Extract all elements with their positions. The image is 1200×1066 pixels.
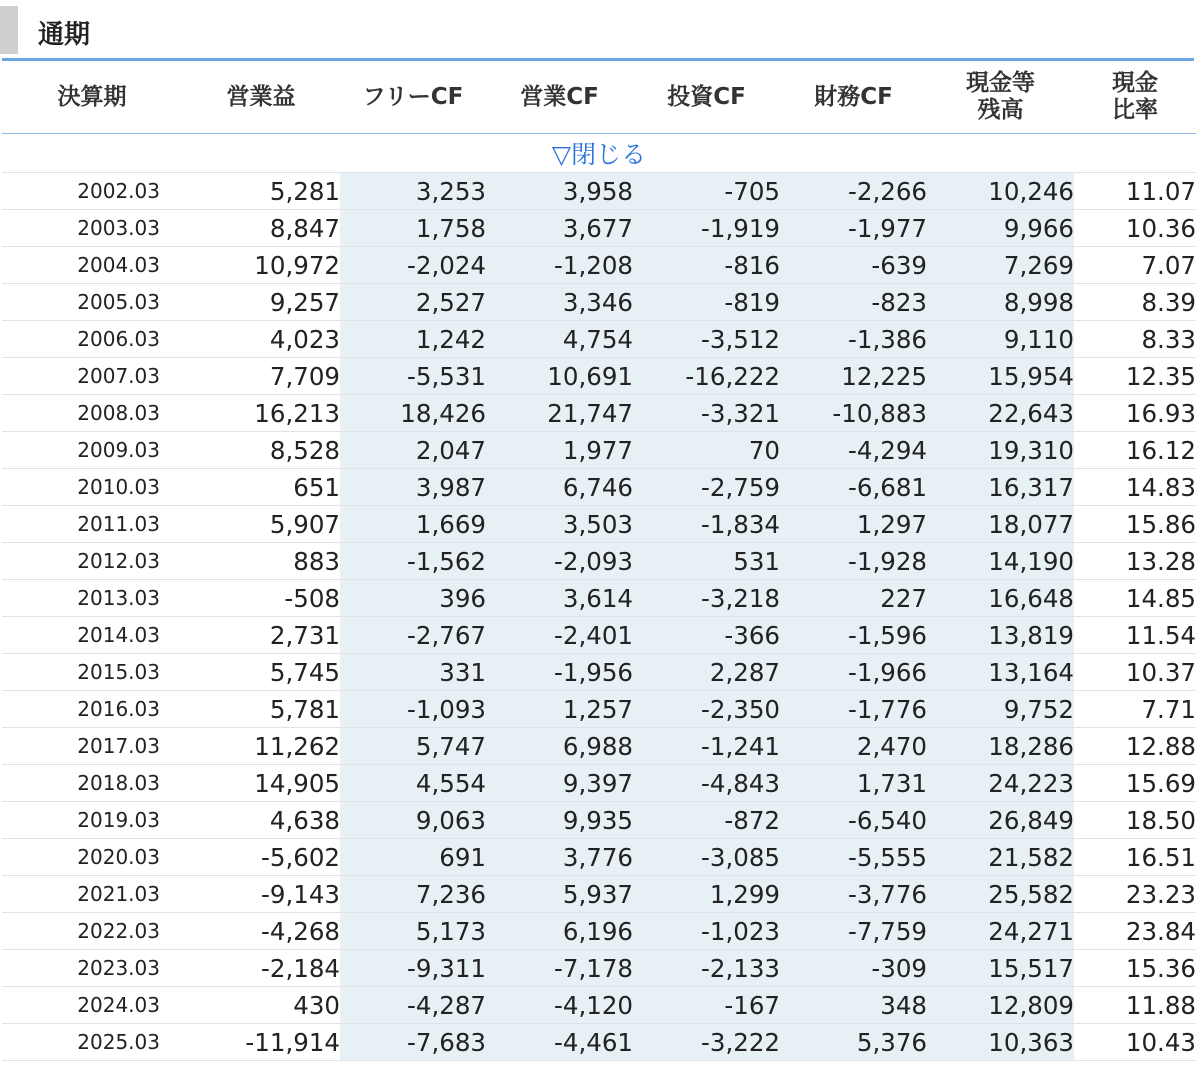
cell-free-cf: -1,562 [340, 543, 486, 580]
table-row [2, 469, 1196, 506]
cell-financing-cf: -10,883 [780, 395, 927, 432]
cell-investing-cf: -4,843 [633, 765, 780, 802]
cell-investing-cf: -819 [633, 284, 780, 321]
cell-operating-cf: -4,461 [486, 1024, 633, 1061]
cell-cash-ratio: 10.37 [1074, 654, 1196, 691]
cell-period: 2019.03 [2, 802, 182, 839]
cell-free-cf: 2,047 [340, 432, 486, 469]
col-header-free-cf: フリーCF [340, 61, 486, 134]
col-header-financing-cf: 財務CF [780, 61, 927, 134]
cell-operating-cf: 3,776 [486, 839, 633, 876]
cell-cash-ratio: 16.12 [1074, 432, 1196, 469]
cell-operating-profit: 651 [182, 469, 340, 506]
cell-financing-cf: 348 [780, 987, 927, 1024]
section-header [0, 0, 1200, 58]
cell-period: 2003.03 [2, 210, 182, 247]
cell-cash-ratio: 8.39 [1074, 284, 1196, 321]
cell-cash-ratio: 23.23 [1074, 876, 1196, 913]
cell-cash-balance: 13,819 [927, 617, 1074, 654]
cell-cash-ratio: 7.07 [1074, 247, 1196, 284]
cell-free-cf: 5,747 [340, 728, 486, 765]
cell-financing-cf: -1,928 [780, 543, 927, 580]
cell-operating-cf: 4,754 [486, 321, 633, 358]
cell-operating-profit: -508 [182, 580, 340, 617]
cell-financing-cf: -2,266 [780, 173, 927, 210]
table-row [2, 395, 1196, 432]
cell-free-cf: 396 [340, 580, 486, 617]
cashflow-table [2, 61, 1196, 1061]
table-row [2, 987, 1196, 1024]
cell-cash-balance: 21,582 [927, 839, 1074, 876]
table-row [2, 1024, 1196, 1061]
col-header-investing-cf: 投資CF [633, 61, 780, 134]
cell-free-cf: 1,669 [340, 506, 486, 543]
table-row [2, 728, 1196, 765]
cell-free-cf: 1,758 [340, 210, 486, 247]
cell-operating-profit: 14,905 [182, 765, 340, 802]
table-row [2, 506, 1196, 543]
cell-operating-profit: -4,268 [182, 913, 340, 950]
table-row [2, 432, 1196, 469]
cell-free-cf: 3,987 [340, 469, 486, 506]
cell-operating-cf: 3,958 [486, 173, 633, 210]
cell-cash-balance: 12,809 [927, 987, 1074, 1024]
cell-investing-cf: -366 [633, 617, 780, 654]
cell-cash-balance: 19,310 [927, 432, 1074, 469]
cell-financing-cf: -6,540 [780, 802, 927, 839]
cell-operating-cf: 3,677 [486, 210, 633, 247]
cell-cash-balance: 18,286 [927, 728, 1074, 765]
cell-free-cf: 5,173 [340, 913, 486, 950]
table-row [2, 173, 1196, 210]
cell-investing-cf: -3,085 [633, 839, 780, 876]
cell-cash-balance: 24,271 [927, 913, 1074, 950]
cell-cash-balance: 22,643 [927, 395, 1074, 432]
col-header-operating-profit: 営業益 [182, 61, 340, 134]
cell-cash-ratio: 18.50 [1074, 802, 1196, 839]
cell-investing-cf: -1,241 [633, 728, 780, 765]
cell-operating-profit: -5,602 [182, 839, 340, 876]
cell-free-cf: 3,253 [340, 173, 486, 210]
col-header-cash-balance: 現金等 残高 [927, 61, 1074, 134]
cell-cash-balance: 26,849 [927, 802, 1074, 839]
cell-operating-profit: 5,907 [182, 506, 340, 543]
cell-cash-balance: 16,317 [927, 469, 1074, 506]
cell-cash-balance: 7,269 [927, 247, 1074, 284]
cell-cash-balance: 18,077 [927, 506, 1074, 543]
cell-operating-profit: -2,184 [182, 950, 340, 987]
cell-operating-profit: 8,847 [182, 210, 340, 247]
cell-operating-cf: 3,346 [486, 284, 633, 321]
cell-free-cf: -4,287 [340, 987, 486, 1024]
cell-cash-balance: 10,363 [927, 1024, 1074, 1061]
cell-investing-cf: -167 [633, 987, 780, 1024]
cell-cash-ratio: 13.28 [1074, 543, 1196, 580]
cell-free-cf: -2,024 [340, 247, 486, 284]
cell-operating-cf: 21,747 [486, 395, 633, 432]
cell-investing-cf: -705 [633, 173, 780, 210]
cell-cash-balance: 9,110 [927, 321, 1074, 358]
cell-investing-cf: 2,287 [633, 654, 780, 691]
cell-operating-cf: 9,935 [486, 802, 633, 839]
cell-operating-cf: -2,401 [486, 617, 633, 654]
cell-free-cf: 1,242 [340, 321, 486, 358]
cell-investing-cf: -3,321 [633, 395, 780, 432]
cell-period: 2013.03 [2, 580, 182, 617]
cell-cash-ratio: 11.88 [1074, 987, 1196, 1024]
cell-operating-profit: 9,257 [182, 284, 340, 321]
cell-operating-cf: -1,208 [486, 247, 633, 284]
cell-free-cf: -7,683 [340, 1024, 486, 1061]
cell-period: 2018.03 [2, 765, 182, 802]
cell-cash-balance: 9,966 [927, 210, 1074, 247]
cell-cash-balance: 15,954 [927, 358, 1074, 395]
collapse-toggle-link[interactable]: ▽閉じる [551, 140, 647, 169]
cell-period: 2017.03 [2, 728, 182, 765]
cell-financing-cf: 5,376 [780, 1024, 927, 1061]
col-header-period: 決算期 [2, 61, 182, 134]
cell-operating-profit: 430 [182, 987, 340, 1024]
cell-operating-profit: 4,638 [182, 802, 340, 839]
cell-free-cf: -1,093 [340, 691, 486, 728]
cell-investing-cf: -1,834 [633, 506, 780, 543]
cell-financing-cf: 1,297 [780, 506, 927, 543]
cell-operating-profit: 883 [182, 543, 340, 580]
section-marker [0, 6, 18, 54]
cell-investing-cf: -872 [633, 802, 780, 839]
cell-operating-cf: 10,691 [486, 358, 633, 395]
col-header-operating-cf: 営業CF [486, 61, 633, 134]
cell-investing-cf: -1,023 [633, 913, 780, 950]
table-row [2, 950, 1196, 987]
cell-cash-balance: 16,648 [927, 580, 1074, 617]
cell-cash-balance: 24,223 [927, 765, 1074, 802]
table-row [2, 580, 1196, 617]
cell-financing-cf: -1,596 [780, 617, 927, 654]
table-row [2, 876, 1196, 913]
cell-financing-cf: -639 [780, 247, 927, 284]
cell-operating-profit: -11,914 [182, 1024, 340, 1061]
cell-financing-cf: -1,776 [780, 691, 927, 728]
cell-period: 2006.03 [2, 321, 182, 358]
cell-free-cf: 691 [340, 839, 486, 876]
cell-cash-ratio: 10.43 [1074, 1024, 1196, 1061]
cell-financing-cf: -5,555 [780, 839, 927, 876]
cell-cash-ratio: 14.83 [1074, 469, 1196, 506]
cell-free-cf: 2,527 [340, 284, 486, 321]
cell-period: 2020.03 [2, 839, 182, 876]
cell-investing-cf: -2,350 [633, 691, 780, 728]
cell-period: 2022.03 [2, 913, 182, 950]
table-row [2, 802, 1196, 839]
cell-period: 2005.03 [2, 284, 182, 321]
cell-operating-profit: 16,213 [182, 395, 340, 432]
cell-operating-cf: 9,397 [486, 765, 633, 802]
cell-period: 2002.03 [2, 173, 182, 210]
cell-operating-profit: 7,709 [182, 358, 340, 395]
cell-operating-profit: 2,731 [182, 617, 340, 654]
cell-operating-profit: 11,262 [182, 728, 340, 765]
cell-cash-balance: 9,752 [927, 691, 1074, 728]
cell-operating-profit: 5,281 [182, 173, 340, 210]
cell-financing-cf: -6,681 [780, 469, 927, 506]
cell-period: 2016.03 [2, 691, 182, 728]
table-row [2, 210, 1196, 247]
cell-investing-cf: -2,759 [633, 469, 780, 506]
cell-cash-balance: 25,582 [927, 876, 1074, 913]
cell-operating-cf: -2,093 [486, 543, 633, 580]
cell-operating-cf: 1,977 [486, 432, 633, 469]
table-row [2, 321, 1196, 358]
cell-period: 2024.03 [2, 987, 182, 1024]
cell-period: 2008.03 [2, 395, 182, 432]
cell-cash-balance: 15,517 [927, 950, 1074, 987]
cell-cash-balance: 13,164 [927, 654, 1074, 691]
table-row [2, 543, 1196, 580]
cell-investing-cf: -1,919 [633, 210, 780, 247]
cell-free-cf: 7,236 [340, 876, 486, 913]
cell-free-cf: 9,063 [340, 802, 486, 839]
cell-period: 2014.03 [2, 617, 182, 654]
cell-financing-cf: 2,470 [780, 728, 927, 765]
cell-operating-profit: 10,972 [182, 247, 340, 284]
cell-period: 2023.03 [2, 950, 182, 987]
cell-investing-cf: -3,222 [633, 1024, 780, 1061]
cell-investing-cf: -16,222 [633, 358, 780, 395]
table-row [2, 358, 1196, 395]
cell-free-cf: 18,426 [340, 395, 486, 432]
cell-cash-ratio: 11.07 [1074, 173, 1196, 210]
cell-operating-cf: -4,120 [486, 987, 633, 1024]
cell-period: 2011.03 [2, 506, 182, 543]
table-row [2, 247, 1196, 284]
cell-operating-profit: -9,143 [182, 876, 340, 913]
cell-cash-ratio: 15.86 [1074, 506, 1196, 543]
cell-cash-ratio: 15.69 [1074, 765, 1196, 802]
cell-operating-cf: 3,503 [486, 506, 633, 543]
table-header-row [2, 61, 1196, 134]
cell-cash-ratio: 15.36 [1074, 950, 1196, 987]
table-row [2, 913, 1196, 950]
cell-financing-cf: -309 [780, 950, 927, 987]
cell-period: 2015.03 [2, 654, 182, 691]
cell-investing-cf: 70 [633, 432, 780, 469]
cell-operating-cf: -1,956 [486, 654, 633, 691]
cell-cash-balance: 10,246 [927, 173, 1074, 210]
cell-period: 2021.03 [2, 876, 182, 913]
col-header-cash-ratio: 現金 比率 [1074, 61, 1196, 134]
cell-operating-cf: 6,196 [486, 913, 633, 950]
table-row [2, 284, 1196, 321]
table-row [2, 765, 1196, 802]
cell-cash-balance: 8,998 [927, 284, 1074, 321]
cell-period: 2004.03 [2, 247, 182, 284]
cell-operating-cf: -7,178 [486, 950, 633, 987]
cell-investing-cf: -816 [633, 247, 780, 284]
cell-operating-profit: 5,745 [182, 654, 340, 691]
cell-investing-cf: -2,133 [633, 950, 780, 987]
cell-operating-profit: 5,781 [182, 691, 340, 728]
cell-investing-cf: 531 [633, 543, 780, 580]
cell-financing-cf: 227 [780, 580, 927, 617]
cell-investing-cf: -3,512 [633, 321, 780, 358]
section-title: 通期 [38, 20, 91, 50]
cell-cash-ratio: 16.93 [1074, 395, 1196, 432]
cell-financing-cf: 1,731 [780, 765, 927, 802]
cell-cash-ratio: 23.84 [1074, 913, 1196, 950]
cell-cash-ratio: 16.51 [1074, 839, 1196, 876]
cell-operating-cf: 6,746 [486, 469, 633, 506]
table-row [2, 654, 1196, 691]
cell-operating-profit: 8,528 [182, 432, 340, 469]
cell-cash-ratio: 12.88 [1074, 728, 1196, 765]
cell-free-cf: -2,767 [340, 617, 486, 654]
cell-cash-ratio: 10.36 [1074, 210, 1196, 247]
cell-operating-cf: 5,937 [486, 876, 633, 913]
cell-period: 2012.03 [2, 543, 182, 580]
cell-free-cf: 331 [340, 654, 486, 691]
cell-financing-cf: -7,759 [780, 913, 927, 950]
cell-financing-cf: 12,225 [780, 358, 927, 395]
table-row [2, 839, 1196, 876]
cell-period: 2025.03 [2, 1024, 182, 1061]
cell-operating-cf: 6,988 [486, 728, 633, 765]
cell-cash-ratio: 12.35 [1074, 358, 1196, 395]
cell-financing-cf: -1,966 [780, 654, 927, 691]
cell-cash-ratio: 11.54 [1074, 617, 1196, 654]
cell-period: 2007.03 [2, 358, 182, 395]
cell-investing-cf: -3,218 [633, 580, 780, 617]
toggle-row [2, 134, 1196, 173]
cell-cash-ratio: 7.71 [1074, 691, 1196, 728]
cell-period: 2010.03 [2, 469, 182, 506]
cell-free-cf: -9,311 [340, 950, 486, 987]
cell-financing-cf: -1,977 [780, 210, 927, 247]
cell-financing-cf: -1,386 [780, 321, 927, 358]
cell-cash-ratio: 8.33 [1074, 321, 1196, 358]
cell-financing-cf: -823 [780, 284, 927, 321]
cell-cash-balance: 14,190 [927, 543, 1074, 580]
cell-financing-cf: -4,294 [780, 432, 927, 469]
table-row [2, 617, 1196, 654]
cell-financing-cf: -3,776 [780, 876, 927, 913]
table-row [2, 691, 1196, 728]
cell-free-cf: 4,554 [340, 765, 486, 802]
cell-operating-cf: 3,614 [486, 580, 633, 617]
cell-free-cf: -5,531 [340, 358, 486, 395]
cell-operating-cf: 1,257 [486, 691, 633, 728]
cell-operating-profit: 4,023 [182, 321, 340, 358]
cell-investing-cf: 1,299 [633, 876, 780, 913]
cell-period: 2009.03 [2, 432, 182, 469]
cell-cash-ratio: 14.85 [1074, 580, 1196, 617]
